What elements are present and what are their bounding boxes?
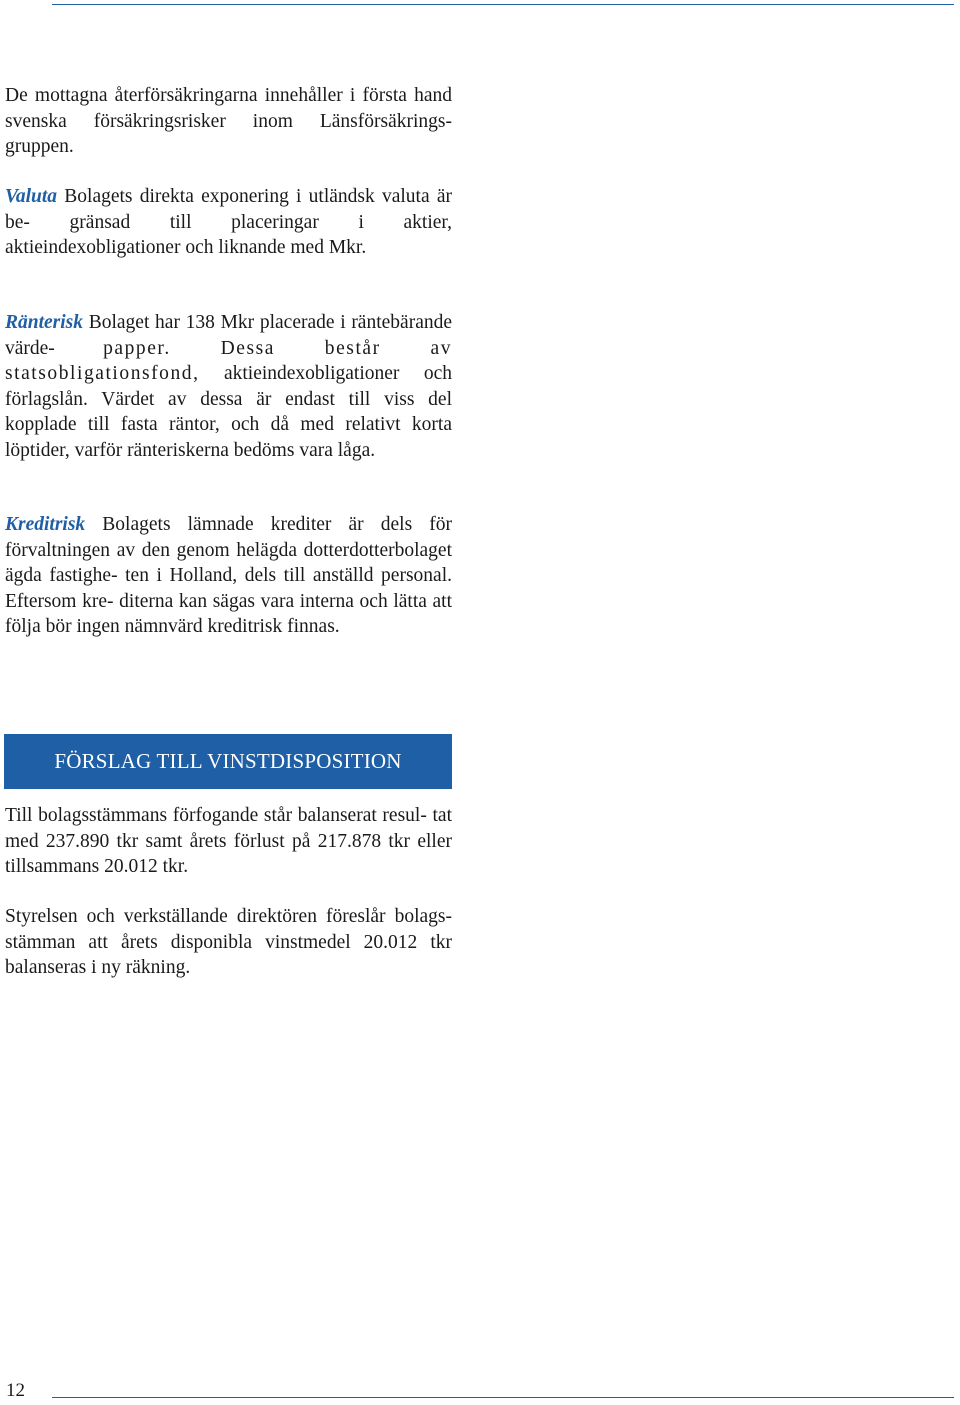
intro-paragraph (5, 83, 452, 160)
valuta-line: gränsad till placeringar i aktier, aktieindexobligationer (5, 211, 452, 259)
top-rule (52, 4, 954, 5)
disposition-paragraph-1 (5, 803, 452, 880)
page-number: 12 (6, 1380, 25, 1401)
ranterisk-line: aktieindexobligationer och förlagslån. Värdet av dessa (5, 363, 452, 410)
ranterisk-line: är endast till viss del kopplade till fasta räntor, och då (5, 388, 452, 436)
bottom-rule (52, 1397, 954, 1398)
ranterisk-line: papper. Dessa består av statsobligationsfond, (5, 337, 453, 385)
kreditrisk-line: ingen nämnvärd kreditrisk finnas. (76, 616, 340, 638)
valuta-section (5, 184, 452, 261)
valuta-heading: Valuta (5, 186, 58, 207)
kreditrisk-section (5, 512, 452, 640)
kreditrisk-line: diterna kan sägas vara interna och lätta att följa bör (5, 590, 453, 638)
kreditrisk-line: Bolagets lämnade krediter är dels för förvaltningen av (5, 514, 452, 561)
ranterisk-line: vara låga. (299, 439, 376, 461)
valuta-line: och liknande med Mkr. (185, 237, 367, 259)
disposition-line: eller tillsammans 20.012 tkr. (5, 830, 452, 878)
disposition-line: stämman att årets disponibla vinstmedel 20.012 tkr (5, 931, 452, 953)
disposition-line: balanseras i ny räkning. (5, 957, 191, 979)
intro-line: De mottagna återförsäkringarna innehåller i första hand (5, 85, 452, 106)
valuta-line: Bolagets direkta exponering i utländsk valuta är be- (5, 186, 452, 233)
disposition-line: Till bolagsstämmans förfogande står balanserat resul- (5, 805, 427, 826)
ranterisk-line: Bolaget har 138 Mkr placerade i räntebärande värde- (5, 312, 452, 359)
ranterisk-heading: Ränterisk (5, 312, 84, 333)
disposition-line: tat med 237.890 tkr samt årets förlust på 217.878 tkr (5, 805, 453, 852)
kreditrisk-heading: Kreditrisk (5, 514, 86, 535)
ranterisk-section (5, 310, 452, 464)
ranterisk-line: med relativt korta löptider, varför ränteriskerna bedöms (5, 414, 452, 461)
section-banner (4, 734, 452, 789)
disposition-paragraph-2 (5, 904, 452, 981)
banner-title: FÖRSLAG TILL VINSTDISPOSITION (54, 749, 402, 773)
disposition-line: Styrelsen och verkställande direktören föreslår bolags- (5, 906, 452, 927)
intro-line: gruppen. (5, 136, 74, 158)
intro-line: svenska försäkringsrisker inom Länsförsäkrings- (5, 110, 452, 132)
kreditrisk-line: ten i Holland, dels till anställd personal. Eftersom kre- (5, 565, 452, 612)
kreditrisk-line: den genom helägda dotterdotterbolaget ägda fastighe- (5, 539, 452, 587)
